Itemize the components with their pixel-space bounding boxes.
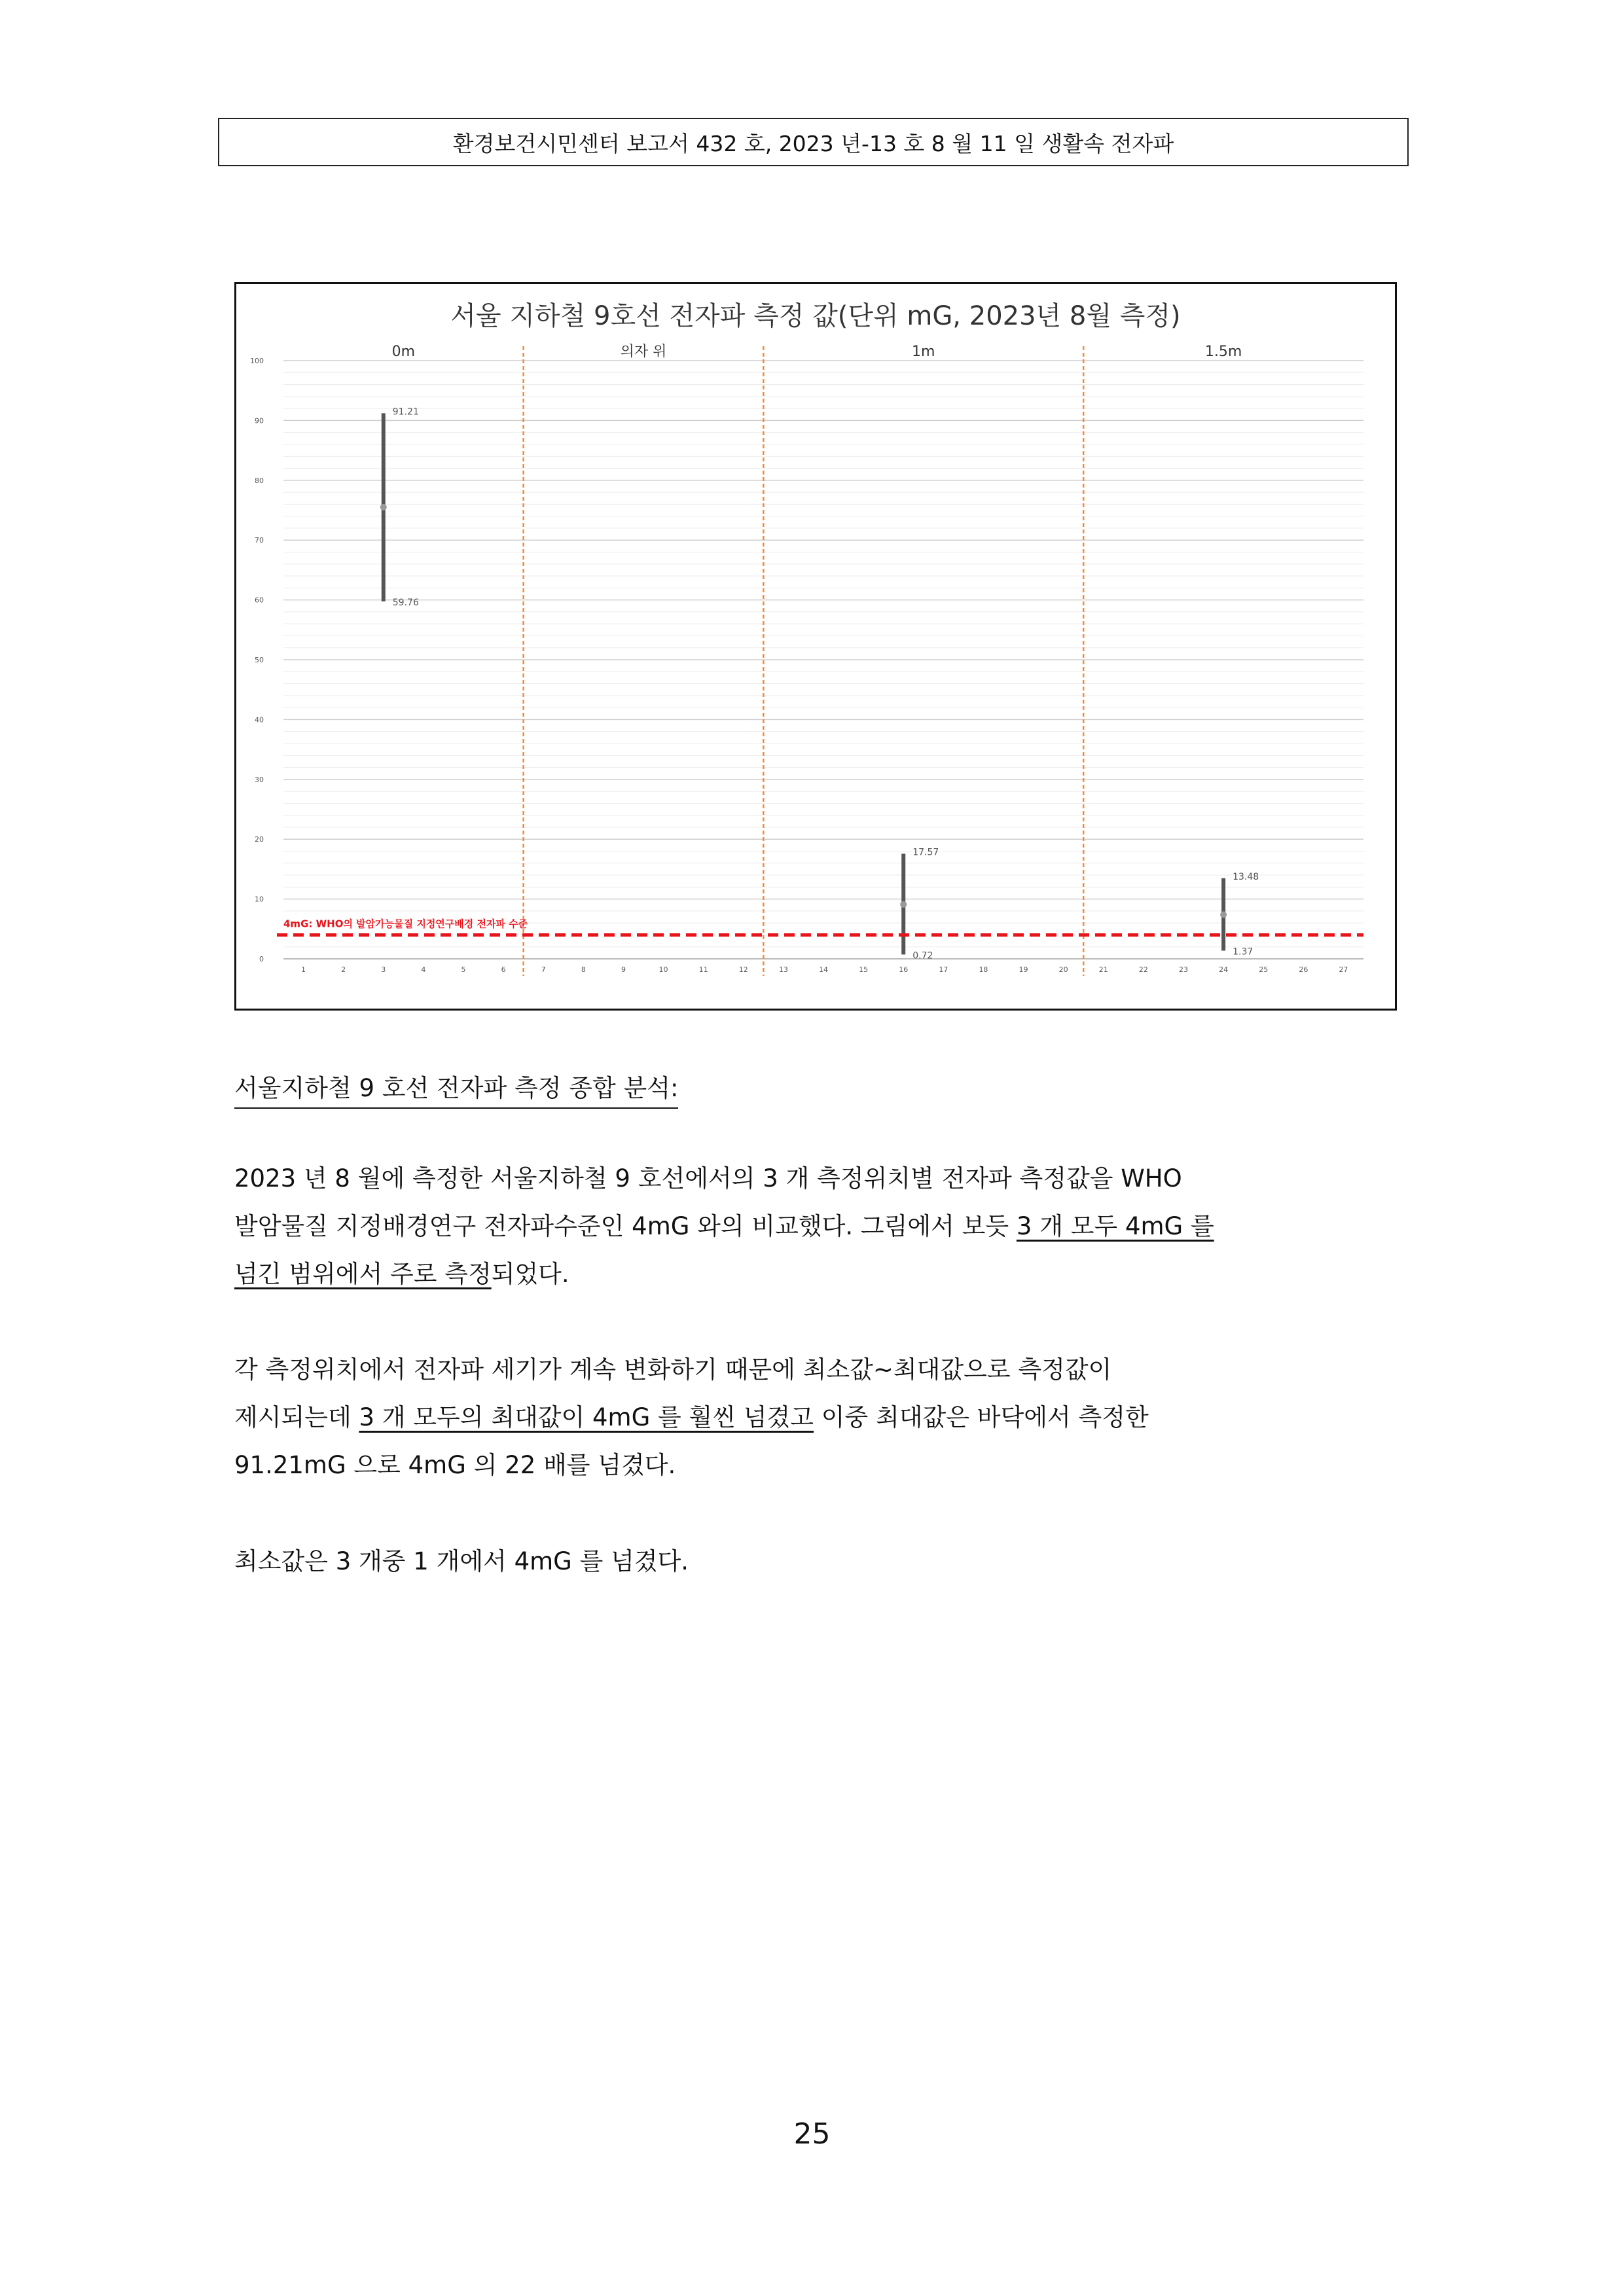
p2-tail: 이중 최대값은 바닥에서 측정한 bbox=[814, 1403, 1149, 1431]
x-tick-label: 7 bbox=[541, 965, 546, 974]
x-tick-label: 10 bbox=[659, 965, 668, 974]
analysis-paragraph-3 bbox=[234, 1537, 1399, 1585]
region-label: 1m bbox=[912, 344, 935, 360]
p1-underline-2: 넘긴 범위에서 주로 측정 bbox=[234, 1260, 492, 1288]
x-tick-label: 1 bbox=[301, 965, 306, 974]
p1-line-3 bbox=[234, 1250, 1399, 1298]
x-tick-label: 3 bbox=[381, 965, 386, 974]
x-tick-label: 21 bbox=[1098, 965, 1108, 974]
x-tick-label: 14 bbox=[819, 965, 828, 974]
range-midpoint bbox=[900, 901, 907, 908]
range-midpoint bbox=[380, 504, 387, 511]
chart-title: 서울 지하철 9호선 전자파 측정 값(단위 mG, 2023년 8월 측정) bbox=[450, 301, 1181, 331]
x-tick-label: 9 bbox=[621, 965, 626, 974]
max-value-label: 17.57 bbox=[912, 847, 939, 858]
x-tick-label: 15 bbox=[859, 965, 869, 974]
p2-text: 제시되는데 bbox=[234, 1403, 359, 1431]
x-tick-label: 25 bbox=[1259, 965, 1269, 974]
x-tick-label: 17 bbox=[939, 965, 948, 974]
report-header bbox=[218, 118, 1409, 166]
y-tick-label: 10 bbox=[255, 895, 264, 904]
emf-chart-svg bbox=[236, 284, 1395, 1009]
y-tick-label: 90 bbox=[255, 416, 264, 425]
y-tick-label: 80 bbox=[255, 476, 264, 485]
emf-chart bbox=[234, 282, 1397, 1011]
x-tick-label: 22 bbox=[1138, 965, 1148, 974]
y-tick-label: 70 bbox=[255, 536, 264, 545]
y-tick-label: 100 bbox=[250, 357, 264, 365]
region-label: 0m bbox=[391, 344, 416, 360]
label-layer bbox=[250, 301, 1348, 974]
x-tick-label: 4 bbox=[421, 965, 426, 974]
x-tick-label: 20 bbox=[1058, 965, 1068, 974]
y-tick-label: 60 bbox=[255, 596, 264, 605]
x-tick-label: 8 bbox=[581, 965, 586, 974]
p2-line-1: 각 측정위치에서 전자파 세기가 계속 변화하기 때문에 최소값~최대값으로 측정값이 bbox=[234, 1355, 1112, 1384]
min-value-label: 1.37 bbox=[1233, 946, 1254, 958]
x-tick-label: 12 bbox=[738, 965, 748, 974]
analysis-title: 서울지하철 9 호선 전자파 측정 종합 분석: bbox=[234, 1068, 678, 1109]
y-tick-label: 40 bbox=[255, 715, 264, 725]
region-label: 1.5m bbox=[1204, 344, 1242, 360]
max-value-label: 91.21 bbox=[392, 406, 419, 418]
p1-tail: 되었다. bbox=[491, 1260, 569, 1288]
p3-line-1: 최소값은 3 개중 1 개에서 4mG 를 넘겼다. bbox=[234, 1547, 689, 1575]
p2-underline: 3 개 모두의 최대값이 4mG 를 훨씬 넘겼고 bbox=[359, 1403, 814, 1431]
y-tick-label: 30 bbox=[255, 775, 264, 784]
x-tick-label: 23 bbox=[1179, 965, 1188, 974]
x-tick-label: 11 bbox=[698, 965, 708, 974]
p1-text: 발암물질 지정배경연구 전자파수준인 4mG 와의 비교했다. 그림에서 보듯 bbox=[234, 1212, 1017, 1240]
min-value-label: 0.72 bbox=[912, 950, 933, 961]
y-tick-label: 50 bbox=[255, 656, 264, 664]
grid-layer bbox=[283, 361, 1363, 959]
report-header-title: 환경보건시민센터 보고서 432 호, 2023 년-13 호 8 월 11 일 생활속 전자파 bbox=[452, 130, 1174, 156]
y-tick-label: 20 bbox=[255, 835, 264, 844]
p2-line-3: 91.21mG 으로 4mG 의 22 배를 넘겼다. bbox=[234, 1451, 676, 1479]
x-tick-label: 18 bbox=[979, 965, 988, 974]
analysis-paragraph-1 bbox=[234, 1155, 1399, 1298]
x-tick-label: 2 bbox=[341, 965, 346, 974]
range-midpoint bbox=[1220, 911, 1227, 918]
x-tick-label: 6 bbox=[501, 965, 506, 974]
x-tick-label: 27 bbox=[1339, 965, 1348, 974]
p2-line-2 bbox=[234, 1393, 1399, 1441]
p1-line-2 bbox=[234, 1202, 1399, 1250]
x-tick-label: 26 bbox=[1299, 965, 1308, 974]
p1-underline-1: 3 개 모두 4mG 를 bbox=[1016, 1212, 1214, 1240]
divider-layer bbox=[524, 346, 1084, 976]
max-value-label: 13.48 bbox=[1233, 871, 1259, 882]
reference-line-label: 4mG: WHO의 발암가능물질 지정연구배경 전자파 수준 bbox=[283, 918, 528, 930]
page-number: 25 bbox=[793, 2117, 831, 2151]
x-tick-label: 5 bbox=[461, 965, 466, 974]
analysis-paragraph-2 bbox=[234, 1346, 1399, 1489]
x-tick-label: 13 bbox=[778, 965, 788, 974]
x-tick-label: 24 bbox=[1219, 965, 1229, 974]
min-value-label: 59.76 bbox=[392, 597, 419, 608]
region-label: 의자 위 bbox=[620, 344, 667, 360]
p1-line-1: 2023 년 8 월에 측정한 서울지하철 9 호선에서의 3 개 측정위치별 전자파 측정값을 WHO bbox=[234, 1164, 1182, 1193]
x-tick-label: 16 bbox=[899, 965, 909, 974]
x-tick-label: 19 bbox=[1019, 965, 1028, 974]
y-tick-label: 0 bbox=[259, 955, 264, 963]
